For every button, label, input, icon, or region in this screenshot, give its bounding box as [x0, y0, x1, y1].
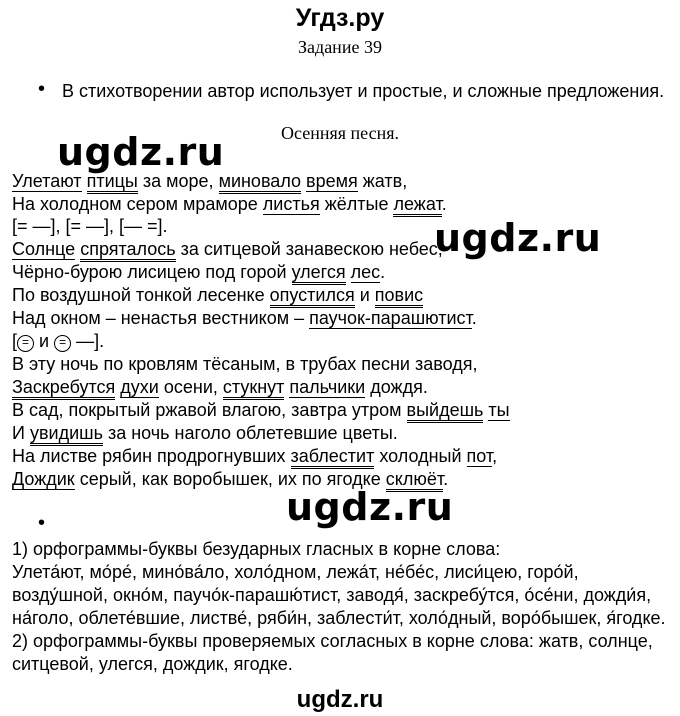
- bullet-dot: •: [38, 78, 46, 100]
- analysis-words: возду́шной, окно́м, паучо́к-парашю́тист, заводя́, заскребу́тся, о́се́ни, дожди́я,: [12, 585, 652, 605]
- poem-line: Чёрно-бурою лисицею под горой улегся лес.: [12, 262, 385, 283]
- task-title: Задание 39: [298, 37, 382, 57]
- sentence-scheme: [ = и = —].: [12, 331, 105, 351]
- poem-line: И увидишь за ночь наголо облетевшие цветы.: [12, 423, 398, 444]
- predicate-circle-icon: =: [17, 335, 34, 352]
- bullet-dot: •: [38, 512, 46, 534]
- poem-line: По воздушной тонкой лесенке опустился и повис: [12, 285, 423, 306]
- analysis-heading: 1) орфограммы-буквы безударных гласных в корне слова:: [12, 539, 501, 559]
- watermark: ugdz.ru: [286, 485, 454, 529]
- analysis-words: Улета́ют, мо́ре́, мино́ва́ло, холо́дном, лежа́т, не́бе́с, лиси́цею, горо́й,: [12, 562, 579, 582]
- analysis-words: на́голо, облете́вшие, листве́, ряби́н, заблести́т, холо́дный, воро́бышек, я́годке.: [12, 608, 666, 628]
- poem-line: Заскребутся духи осени, стукнут пальчики дождя.: [12, 377, 428, 398]
- poem-line: На холодном сером мраморе листья жёлтые лежат.: [12, 194, 447, 215]
- footer-watermark: ugdz.ru: [296, 686, 384, 713]
- sentence-scheme: [= —], [= —], [— =].: [12, 216, 168, 236]
- watermark: ugdz.ru: [434, 216, 602, 260]
- bullet-text: В стихотворении автор использует и простые, и сложные предложения.: [62, 81, 665, 101]
- poem-line: Дождик серый, как воробышек, их по ягодке склюёт.: [12, 469, 448, 490]
- poem-line: Улетают птицы за море, миновало время жатв,: [12, 171, 407, 192]
- poem-line: В сад, покрытый ржавой влагою, завтра утром выйдешь ты: [12, 400, 510, 421]
- site-title: Угдз.ру: [295, 4, 385, 32]
- analysis-words: ситцевой, улегся, дождик, ягодке.: [12, 654, 293, 674]
- poem-line: Солнце спряталось за ситцевой занавескою небес,: [12, 239, 443, 260]
- watermark: ugdz.ru: [57, 130, 225, 174]
- analysis-heading: 2) орфограммы-буквы проверяемых согласных в корне слова: жатв, солнце,: [12, 631, 653, 651]
- poem-title: Осенняя песня.: [281, 123, 399, 143]
- predicate-circle-icon: =: [54, 335, 71, 352]
- poem-line: На листве рябин продрогнувших заблестит холодный пот,: [12, 446, 497, 467]
- poem-line: В эту ночь по кровлям тёсаным, в трубах песни заводя,: [12, 354, 478, 374]
- poem-line: Над окном – ненастья вестником – паучок-парашютист.: [12, 308, 477, 328]
